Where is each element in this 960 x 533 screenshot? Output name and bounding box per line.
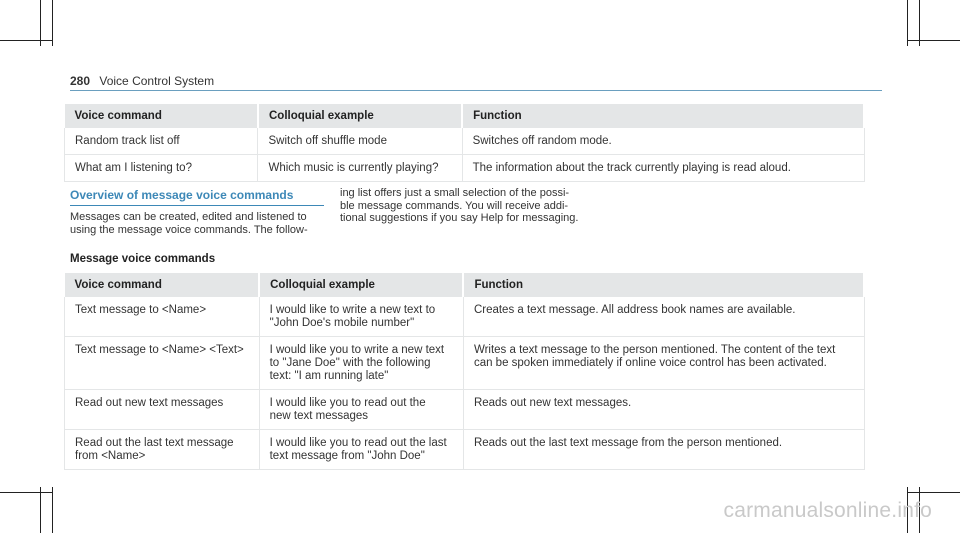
header-rule	[70, 90, 882, 91]
text-line: Read out the last text message	[75, 437, 234, 449]
text-line: ble message commands. You will receive addi-	[340, 199, 569, 212]
command-cell	[65, 390, 260, 430]
text-line: I would like to write a new text to	[269, 304, 436, 316]
crop-mark	[40, 487, 41, 533]
table-cell: Switches off random mode.	[462, 128, 864, 155]
text-line: I would like you to write a new text	[269, 344, 445, 356]
function-cell	[463, 297, 864, 337]
column-header: Function	[463, 273, 864, 297]
table-row	[65, 155, 865, 182]
text-line: to "Jane Doe" with the following	[269, 357, 431, 369]
text-line: Read out new text messages	[75, 397, 224, 409]
table-row	[65, 430, 865, 470]
example-cell	[259, 297, 463, 337]
text-line: text message from "John Doe"	[269, 450, 425, 462]
text-line: tional suggestions if you say Help for messaging.	[340, 212, 579, 224]
text-line: new text messages	[269, 410, 369, 422]
function-cell	[463, 430, 864, 470]
table-cell: What am I listening to?	[65, 155, 258, 182]
column-header: Colloquial example	[259, 273, 463, 297]
section-title-rule	[70, 205, 324, 206]
crop-mark	[0, 40, 52, 41]
function-cell	[463, 337, 864, 390]
command-cell	[65, 337, 260, 390]
table-cell: Which music is currently playing?	[258, 155, 462, 182]
example-cell	[259, 337, 463, 390]
text-line: Creates a text message. All address book names are available.	[473, 304, 796, 316]
crop-mark	[52, 487, 53, 533]
table-subheading: Message voice commands	[70, 253, 216, 265]
example-cell	[259, 430, 463, 470]
intro-paragraph-left	[70, 211, 326, 236]
text-line: text: "I am running late"	[269, 370, 389, 382]
text-line: from <Name>	[75, 450, 146, 462]
crop-mark	[52, 0, 53, 46]
text-line: ing list offers just a small selection of the possi-	[340, 187, 570, 199]
crop-mark	[907, 492, 960, 493]
table-cell: Random track list off	[65, 128, 258, 155]
table-row	[65, 337, 865, 390]
crop-mark	[907, 40, 960, 41]
command-cell	[65, 297, 260, 337]
page-number: 280	[70, 74, 91, 88]
table-header-row	[65, 104, 865, 128]
text-line: using the message voice commands. The follow-	[70, 223, 308, 236]
table-cell: Switch off shuffle mode	[258, 128, 462, 155]
text-line: Reads out new text messages.	[473, 397, 632, 409]
command-cell	[65, 430, 260, 470]
example-cell	[259, 390, 463, 430]
text-line: Reads out the last text message from the person mentioned.	[473, 437, 783, 449]
section-title: Overview of message voice commands	[70, 188, 294, 202]
table-row	[65, 128, 865, 155]
text-line: Text message to <Name>	[75, 304, 207, 316]
function-cell	[463, 390, 864, 430]
table-header-row	[65, 273, 865, 297]
table-row	[65, 297, 865, 337]
column-header: Voice command	[65, 273, 260, 297]
running-title: Voice Control System	[99, 74, 215, 88]
column-header: Voice command	[65, 104, 258, 128]
text-line: I would like you to read out the last	[269, 437, 447, 449]
intro-paragraph-right	[340, 187, 600, 225]
text-line: Messages can be created, edited and listened to	[70, 211, 307, 223]
watermark-text: carmanualsonline.info	[723, 499, 932, 522]
crop-mark	[0, 492, 52, 493]
column-header: Colloquial example	[258, 104, 462, 128]
text-line: Text message to <Name> <Text>	[75, 344, 244, 356]
text-line: Writes a text message to the person mentioned. The content of the text	[473, 344, 836, 356]
column-header: Function	[462, 104, 864, 128]
text-line: can be spoken immediately if online voice control has been activated.	[473, 357, 827, 369]
text-line: I would like you to read out the	[269, 397, 426, 409]
table-cell: The information about the track currently playing is read aloud.	[462, 155, 864, 182]
voice-command-table-general	[64, 104, 865, 182]
table-row	[65, 390, 865, 430]
running-header	[70, 74, 214, 88]
voice-command-table-messages	[64, 273, 865, 470]
text-line: "John Doe's mobile number"	[269, 317, 415, 329]
